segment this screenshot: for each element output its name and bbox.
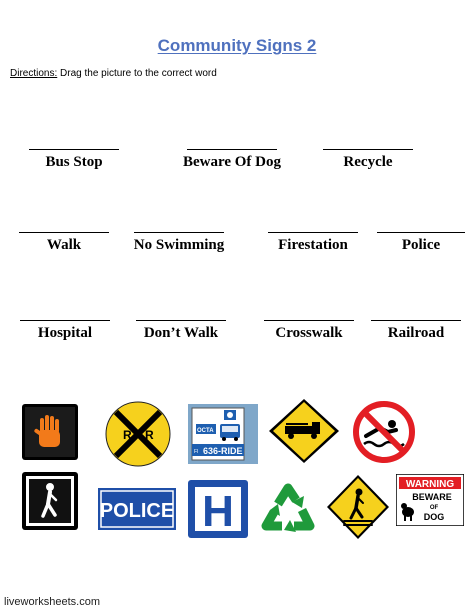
footer-brand[interactable]: liveworksheets.com xyxy=(4,596,100,608)
word-label: Bus Stop xyxy=(45,154,103,170)
word-label: Beware Of Dog xyxy=(182,154,282,170)
answer-line xyxy=(19,232,109,233)
page-title: Community Signs 2 xyxy=(157,36,317,55)
answer-line xyxy=(371,320,461,321)
warning-header: WARNING xyxy=(405,479,455,490)
answer-slot-beware-of-dog[interactable] xyxy=(162,149,302,171)
word-label: Police xyxy=(401,237,441,253)
answer-slot-dont-walk[interactable] xyxy=(126,320,236,342)
answer-slot-firestation[interactable] xyxy=(258,232,368,254)
warning-line-2: OF xyxy=(429,505,439,511)
answer-slot-hospital[interactable] xyxy=(10,320,120,342)
word-label: No Swimming xyxy=(133,237,225,253)
walk-sign[interactable] xyxy=(22,472,78,530)
warning-line-1: BEWARE xyxy=(412,492,452,502)
answer-line xyxy=(268,232,358,233)
hospital-letter: H xyxy=(202,487,234,536)
word-label: Don’t Walk xyxy=(143,325,219,341)
warning-line-3: DOG xyxy=(423,512,445,522)
answer-line xyxy=(136,320,226,321)
answer-slot-bus-stop[interactable] xyxy=(14,149,134,171)
word-label: Railroad xyxy=(387,325,445,341)
crosswalk-sign[interactable] xyxy=(326,474,390,540)
railroad-letter-right: R xyxy=(145,428,154,442)
answer-line xyxy=(134,232,224,233)
word-label: Crosswalk xyxy=(275,325,343,341)
beware-of-dog-sign[interactable] xyxy=(396,474,464,526)
word-label: Recycle xyxy=(343,154,393,170)
recycle-sign[interactable] xyxy=(256,478,320,542)
answer-slot-recycle[interactable] xyxy=(313,149,423,171)
answer-line xyxy=(377,232,465,233)
railroad-crossing-sign[interactable] xyxy=(104,401,172,467)
answer-slot-railroad[interactable] xyxy=(366,320,466,342)
recycle-icon xyxy=(256,478,320,542)
hospital-sign[interactable] xyxy=(188,480,248,538)
no-swimming-sign[interactable] xyxy=(352,400,416,464)
firestation-sign[interactable] xyxy=(268,398,340,464)
answer-line xyxy=(187,149,277,150)
bus-phone: 636-RIDE xyxy=(203,446,243,456)
answer-line xyxy=(323,149,413,150)
answer-slot-walk[interactable] xyxy=(14,232,114,254)
answer-line xyxy=(29,149,119,150)
answer-line xyxy=(20,320,110,321)
directions-text: Drag the picture to the correct word xyxy=(57,68,217,79)
word-label: Walk xyxy=(46,237,82,253)
bus-stop-sign[interactable] xyxy=(188,404,258,464)
answer-slot-crosswalk[interactable] xyxy=(254,320,364,342)
answer-line xyxy=(264,320,354,321)
word-label: Hospital xyxy=(37,325,93,341)
answer-slot-no-swimming[interactable] xyxy=(124,232,234,254)
dont-walk-sign[interactable] xyxy=(22,404,78,460)
railroad-letter-left: R xyxy=(123,428,132,442)
directions xyxy=(10,68,217,79)
answer-slot-police[interactable] xyxy=(371,232,471,254)
bus-agency: OCTA xyxy=(197,428,214,434)
bus-prefix: FI xyxy=(194,449,199,455)
word-label: Firestation xyxy=(278,237,348,253)
police-text: POLICE xyxy=(99,500,175,522)
police-sign[interactable] xyxy=(98,488,176,530)
directions-label: Directions: xyxy=(10,68,58,79)
